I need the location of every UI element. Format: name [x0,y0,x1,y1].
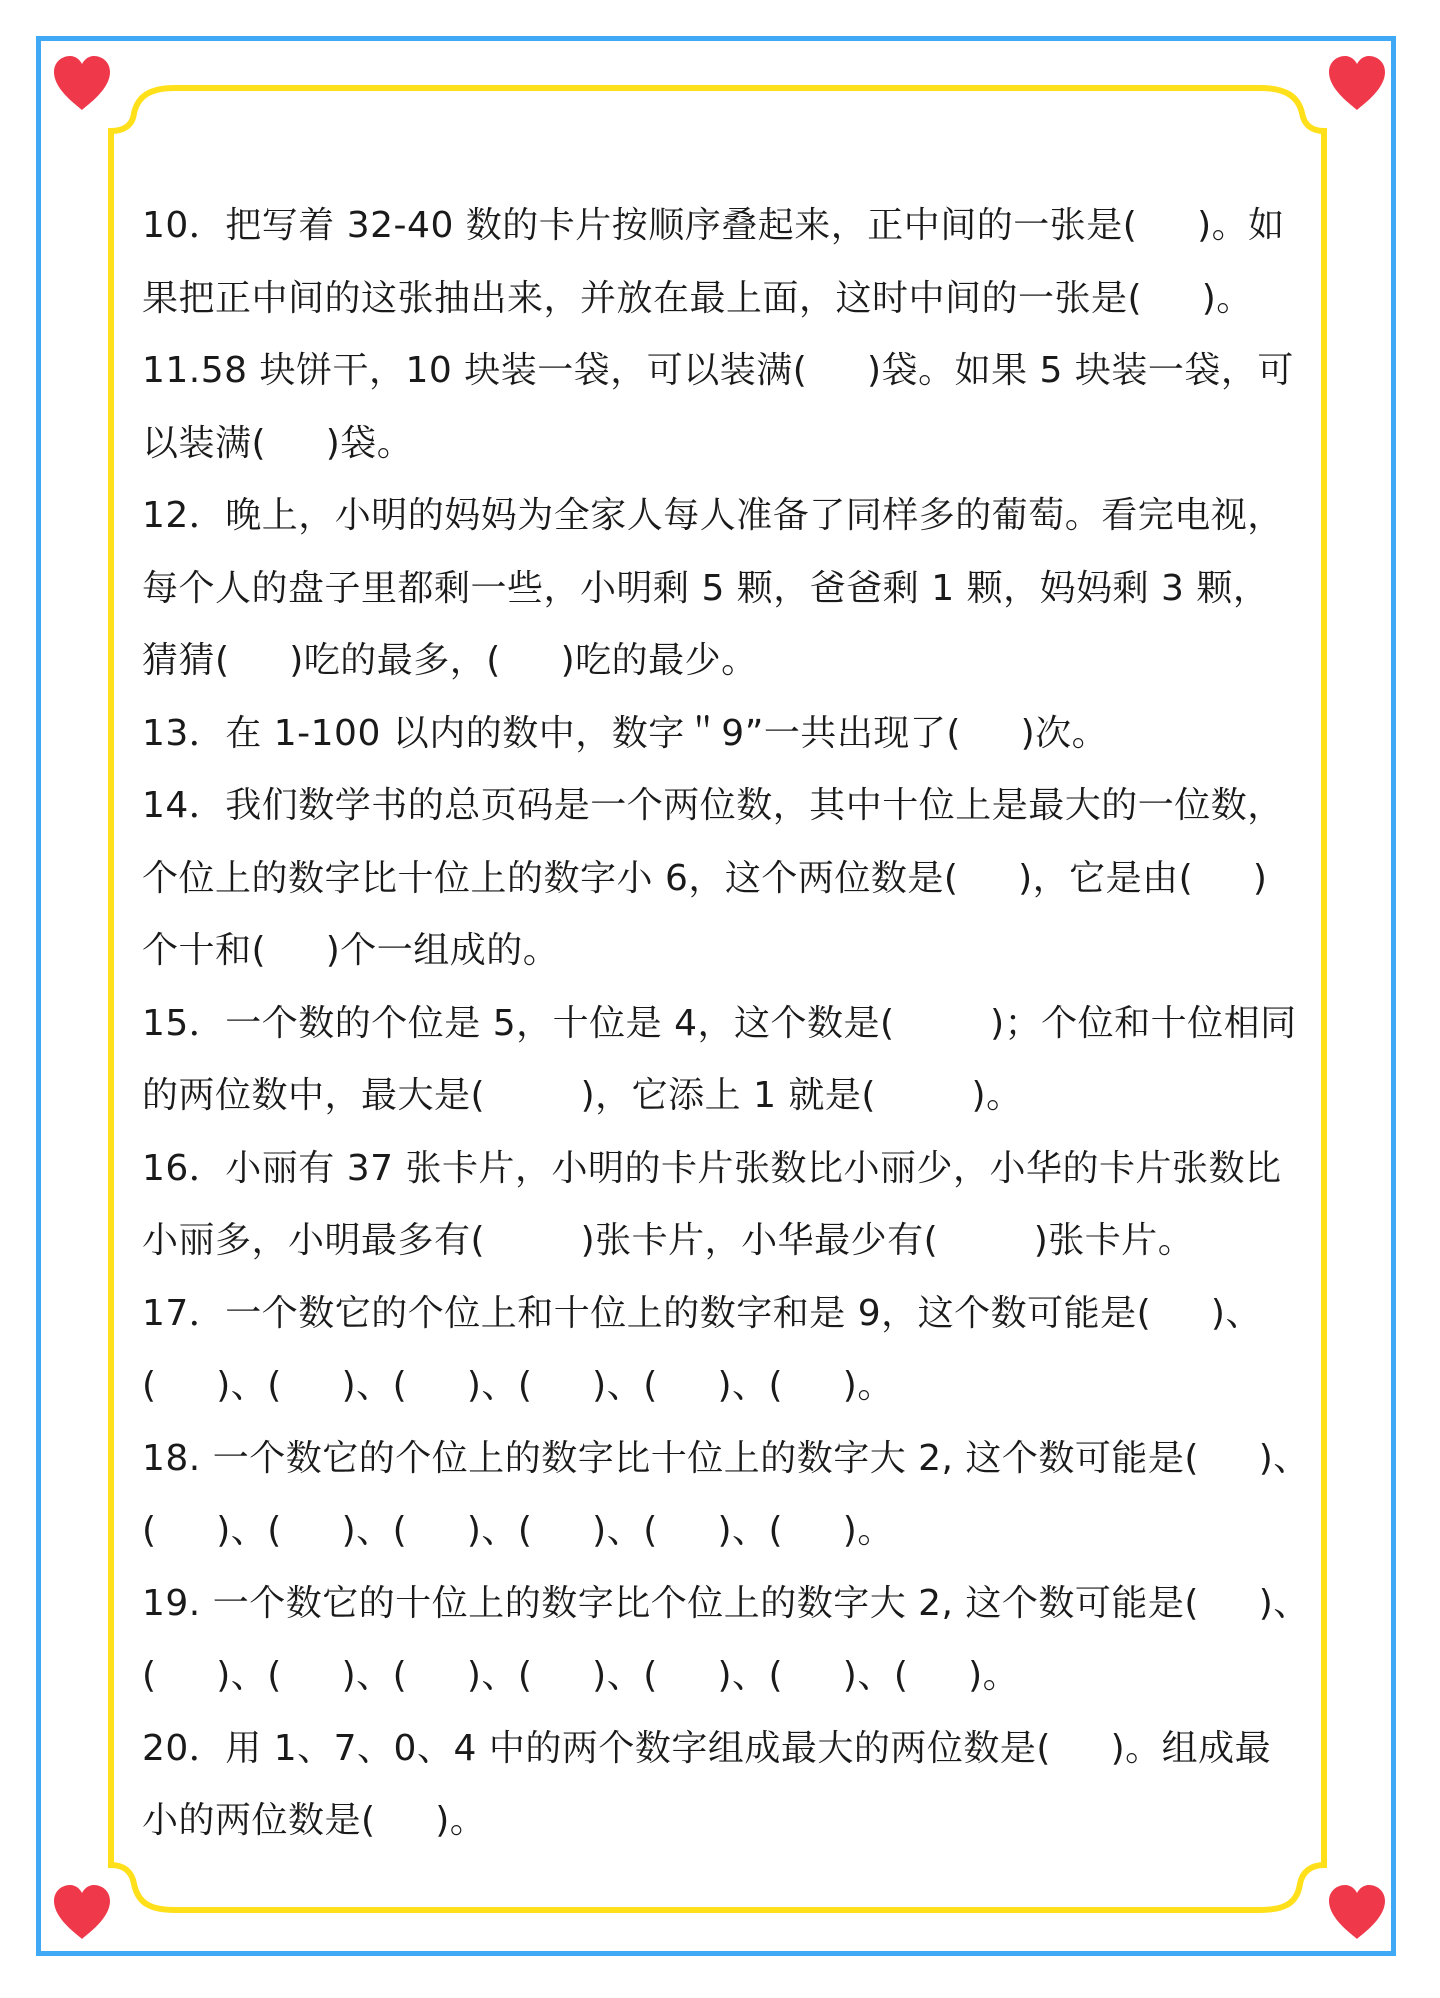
question-line: 小丽多，小明最多有( )张卡片，小华最少有( )张卡片。 [142,1220,1195,1261]
question-19 [142,1568,1322,1713]
question-line: 小的两位数是( )。 [142,1800,487,1841]
question-line: 16．小丽有 37 张卡片，小明的卡片张数比小丽少，小华的卡片张数比 [142,1147,1282,1189]
question-line: 个位上的数字比十位上的数字小 6，这个两位数是( )，它是由( ) [142,857,1268,899]
question-line: ( )、( )、( )、( )、( )、( )。 [142,1365,894,1406]
question-12 [142,480,1322,698]
question-16 [142,1133,1322,1278]
question-line: 猜猜( )吃的最多，( )吃的最少。 [142,640,758,681]
question-line: 17．一个数它的个位上和十位上的数字和是 9，这个数可能是( )、 [142,1292,1262,1334]
question-17 [142,1278,1322,1423]
question-11 [142,335,1322,480]
heart-icon [1325,1883,1389,1943]
question-line: 20．用 1、7、0、4 中的两个数字组成最大的两位数是( )。组成最 [142,1727,1272,1769]
question-14 [142,770,1322,988]
question-10 [142,190,1322,335]
question-13 [142,698,1322,771]
question-18 [142,1423,1322,1568]
question-line: ( )、( )、( )、( )、( )、( )。 [142,1510,894,1551]
question-line: 19. 一个数它的十位上的数字比个位上的数字大 2, 这个数可能是( )、 [142,1582,1310,1624]
question-line: 12．晚上，小明的妈妈为全家人每人准备了同样多的葡萄。看完电视， [142,495,1284,536]
heart-icon [50,1883,114,1943]
question-line: 13．在 1-100 以内的数中，数字＂9”一共出现了( )次。 [142,712,1109,754]
question-line: 每个人的盘子里都剩一些，小明剩 5 颗，爸爸剩 1 颗，妈妈剩 3 颗， [142,567,1270,609]
question-list [142,190,1322,1858]
question-line: 11.58 块饼干，10 块装一袋，可以装满( )袋。如果 5 块装一袋，可 [142,350,1294,391]
heart-icon [50,54,114,114]
question-15 [142,988,1322,1133]
heart-icon [1325,54,1389,114]
question-line: 的两位数中，最大是( )，它添上 1 就是( )。 [142,1075,1023,1116]
question-line: 以装满( )袋。 [142,422,414,464]
question-line: ( )、( )、( )、( )、( )、( )、( )。 [142,1655,1020,1696]
question-line: 个十和( )个一组成的。 [142,930,560,971]
question-line: 18. 一个数它的个位上的数字比十位上的数字大 2, 这个数可能是( )、 [142,1437,1310,1479]
question-line: 果把正中间的这张抽出来，并放在最上面，这时中间的一张是( )。 [142,277,1253,319]
question-20 [142,1713,1322,1858]
question-line: 15．一个数的个位是 5，十位是 4，这个数是( )；个位和十位相同 [142,1002,1297,1044]
question-line: 10．把写着 32-40 数的卡片按顺序叠起来，正中间的一张是( )。如 [142,205,1285,246]
question-line: 14．我们数学书的总页码是一个两位数，其中十位上是最大的一位数， [142,785,1284,826]
